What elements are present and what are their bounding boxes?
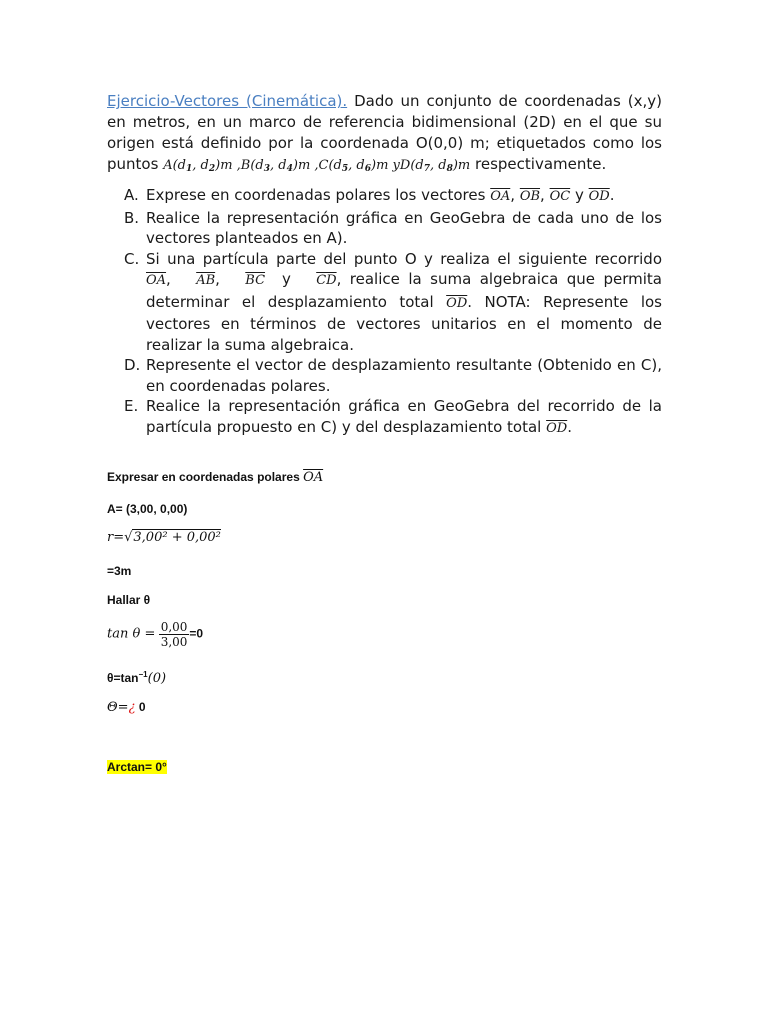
arctan-highlight: Arctan= 0° xyxy=(107,760,167,774)
list-item: E. Realice la representación gráfica en GeoGebra del recorrido de la partícula propuesto en C) y del desplazamiento total $\overline{OD}$. xyxy=(124,397,662,436)
list-item: D. Represente el vector de desplazamiento resultante (Obtenido en C), en coordenadas polares. xyxy=(124,356,662,395)
list-item: A. Exprese en coordenadas polares los vectores $\overline{OA}$, $\overline{OB}$, $\overline{OC}$ y $\overline{OD}$. xyxy=(124,186,615,204)
r-result: =3m xyxy=(107,564,132,578)
find-theta-heading: Hallar θ xyxy=(107,593,151,607)
list-item: C. Si una partícula parte del punto O y realiza el siguiente recorrido $\overline{OA}$, $\overline{AB}$, $\overline{BC}$ y $\overline{CD}$, realice la suma algebraica que permita determinar el desplazamiento total $\overline{OD}$. NOTA: Represente los vectores en términos de vectores unitarios en el momento de realizar la suma algebraica. xyxy=(124,249,662,354)
theta-result-line: Θ=¿ 0 xyxy=(107,700,146,715)
theta-arctan-line: $\theta=\tan^{-1}(0)$ xyxy=(107,670,167,686)
list-item: B. Realice la representación gráfica en GeoGebra de cada uno de los vectores planteados en A). xyxy=(124,208,662,247)
intro-text: Dado un conjunto de coordenadas (x,y) en metros, en un marco de referencia bidimensional (2D) en el que su origen está definido por la coordenada O(0,0) m; etiquetados como los puntos xyxy=(107,92,662,173)
tan-formula: tan θ = $\frac{0,00}{3,00}$ =0 xyxy=(107,620,204,649)
task-list xyxy=(124,185,662,439)
r-formula: r=√3,00² + 0,00² xyxy=(107,530,221,545)
intro-end-text: respectivamente. xyxy=(475,155,607,173)
exercise-title-link[interactable]: Ejercicio-Vectores (Cinemática). xyxy=(107,92,348,110)
points-formula: $A(d_1$, $d_2)m$ $,B(d_3$, $d_4)m$ $,C(d_5$, $d_6)m$ $yD(d_7$, $d_8)m$ xyxy=(163,158,471,174)
intro-paragraph xyxy=(107,91,662,180)
point-a-line: A= (3,00, 0,00) xyxy=(107,502,188,516)
solution-heading: Expresar en coordenadas polares $\overline{OA}$ xyxy=(107,470,324,485)
